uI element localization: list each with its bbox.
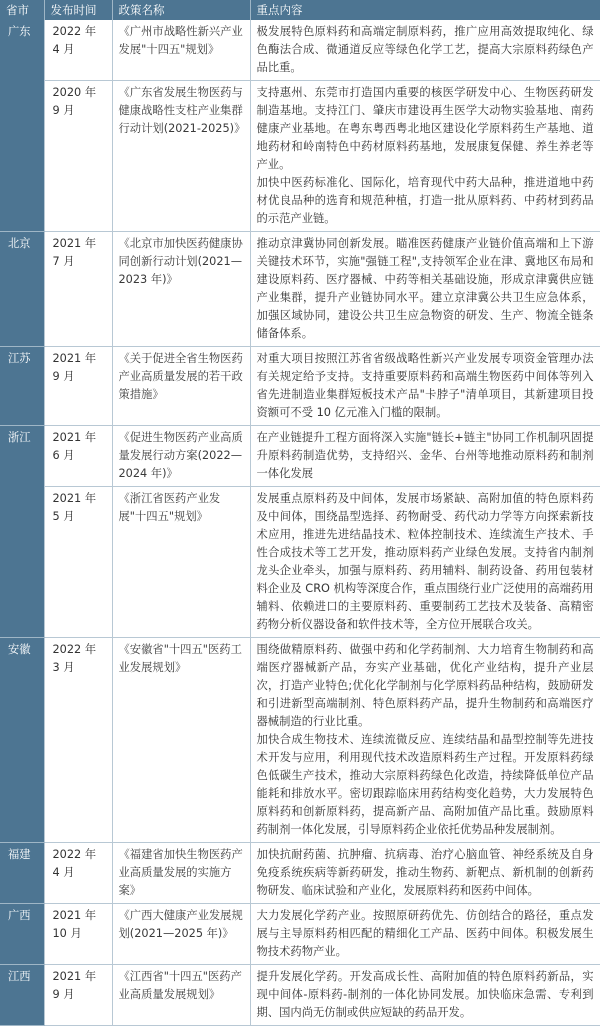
table-row <box>0 487 600 638</box>
province-cell: 江西 <box>0 965 44 1026</box>
content-cell <box>250 965 600 1026</box>
province-cell: 广东 <box>0 20 44 232</box>
policy-name-cell: 《促进生物医药产业高质量发展行动方案(2022—2024 年)》 <box>112 426 250 487</box>
date-cell: 2021 年 9 月 <box>44 965 112 1026</box>
content-cell <box>250 843 600 904</box>
content-paragraph: 发展重点原料药及中间体，发展市场紧缺、高附加值的特色原料药及中间体，围绕晶型选择、药物耐受、药代动力学等方向探索新技术应用，推进先进结晶技术、粒体控制技术、连续流生产技术、手性合成技术等工艺开发，推动原料药产业绿色发展。支持省内制剂龙头企业牵头，加强与原料药、药用辅料、制药设备、药用包装材料企业及 CRO 机构等深度合作，重点围绕行业广泛使用的高端药用辅料、依赖进口的主要原料药、重要制药工艺技术及装备、高精密药物分析仪器设备和软件技术等，全方位开展联合攻关。 <box>256 492 594 631</box>
content-cell <box>250 20 600 81</box>
table-row <box>0 904 600 965</box>
province-cell: 浙江 <box>0 426 44 638</box>
content-paragraph: 加快中医药标准化、国际化，培育现代中药大品种，推进道地中药材优良品种的选育和规范种植，打造一批从原料药、中药材到药品的示范产业链。 <box>256 176 594 225</box>
policy-name-cell: 《广州市战略性新兴产业发展"十四五"规划》 <box>112 20 250 81</box>
content-paragraph: 大力发展化学药产业。按照原研药优先、仿创结合的路径，重点发展与主导原料药相匹配的精细化工产品、医药中间体。积极发展生物技术药物产业。 <box>256 909 594 958</box>
date-cell: 2021 年 9 月 <box>44 347 112 426</box>
table-row <box>0 638 600 843</box>
header-date: 发布时间 <box>44 0 112 20</box>
table-row <box>0 81 600 232</box>
policy-name-cell: 《广东省发展生物医药与健康战略性支柱产业集群行动计划(2021-2025)》 <box>112 81 250 232</box>
date-cell: 2022 年 4 月 <box>44 20 112 81</box>
date-cell: 2020 年 9 月 <box>44 81 112 232</box>
content-cell <box>250 638 600 843</box>
content-paragraph: 加快合成生物技术、连续流微反应、连续结晶和晶型控制等先进技术开发与应用，利用现代技术改造原料药生产过程。开发原料药绿色低碳生产技术，推动大宗原料药绿色化改造，持续降低单位产品能耗和排放水平。密切跟踪临床用药结构变化趋势，大力发展特色原料药和创新原料药，提高新产品、高附加值产品比重。鼓励原料药制剂一体化发展，引导原料药企业依托优势品种发展制剂。 <box>256 733 594 836</box>
table-row <box>0 965 600 1026</box>
content-cell <box>250 426 600 487</box>
date-cell: 2022 年 4 月 <box>44 843 112 904</box>
province-cell: 江苏 <box>0 347 44 426</box>
content-paragraph: 提升发展化学药。开发高成长性、高附加值的特色原料药新品，实现中间体-原料药-制剂的一体化协同发展。加快临床急需、专利到期、国内尚无仿制或供应短缺的药品开发。 <box>256 970 594 1019</box>
header-province: 省市 <box>0 0 44 20</box>
policy-name-cell: 《北京市加快医药健康协同创新行动计划(2021—2023 年)》 <box>112 232 250 347</box>
policy-name-cell: 《浙江省医药产业发展"十四五"规划》 <box>112 487 250 638</box>
content-paragraph: 加快抗耐药菌、抗肿瘤、抗病毒、治疗心脑血管、神经系统及自身免疫系统疾病等新药研发，推动生物药、新靶点、新机制的创新药物研发、临床试验和产业化，发展原料药和医药中间体。 <box>256 848 594 897</box>
date-cell: 2022 年 3 月 <box>44 638 112 843</box>
province-cell: 广西 <box>0 904 44 965</box>
date-cell: 2021 年 6 月 <box>44 426 112 487</box>
content-cell <box>250 81 600 232</box>
content-paragraph: 推动京津冀协同创新发展。瞄准医药健康产业链价值高端和上下游关键技术环节，实施"强链工程",支持领军企业在津、冀地区布局和建设原料药、医疗器械、中药等相关基础设施，形成京津冀供应链产业集群，提升产业链协同水平。建立京津冀公共卫生应急体系，加强区域协同，建设公共卫生应急物资的研发、生产、物流全链条储备体系。 <box>256 237 594 340</box>
content-cell <box>250 347 600 426</box>
province-cell: 安徽 <box>0 638 44 843</box>
content-paragraph: 对重大项目按照江苏省省级战略性新兴产业发展专项资金管理办法有关规定给予支持。支持重要原料药和高端生物医药中间体等列入省先进制造业集群短板技术产品"卡脖子"清单项目，其新建项目投资额可不受 10 亿元准入门槛的限制。 <box>256 352 594 419</box>
header-policy: 政策名称 <box>112 0 250 20</box>
table-header-row <box>0 0 600 20</box>
table-row <box>0 426 600 487</box>
province-cell: 福建 <box>0 843 44 904</box>
policy-name-cell: 《江西省"十四五"医药产业高质量发展规划》 <box>112 965 250 1026</box>
table-row <box>0 843 600 904</box>
date-cell: 2021 年 7 月 <box>44 232 112 347</box>
policy-name-cell: 《广西大健康产业发展规划(2021—2025 年)》 <box>112 904 250 965</box>
header-content: 重点内容 <box>250 0 600 20</box>
date-cell: 2021 年 10 月 <box>44 904 112 965</box>
table-row <box>0 232 600 347</box>
policy-name-cell: 《福建省加快生物医药产业高质量发展的实施方案》 <box>112 843 250 904</box>
policy-name-cell: 《安徽省"十四五"医药工业发展规划》 <box>112 638 250 843</box>
content-cell <box>250 232 600 347</box>
policy-name-cell: 《关于促进全省生物医药产业高质量发展的若干政策措施》 <box>112 347 250 426</box>
province-cell: 北京 <box>0 232 44 347</box>
content-paragraph: 在产业链提升工程方面将深入实施"链长+链主"协同工作机制巩固提升原料药制造优势，支持绍兴、金华、台州等地推动原料药和制剂一体化发展 <box>256 431 594 480</box>
content-paragraph: 围绕做精原料药、做强中药和化学药制剂、大力培育生物制药和高端医疗器械新产品，夯实产业基础，优化产业结构，提升产业层次，打造产业特色;优化化学制剂与化学原料药品种结构，鼓励研发和引进新型高端制剂、特色原料药产品，提升生物制药和高端医疗器械制造的行业比重。 <box>256 643 594 728</box>
content-cell <box>250 904 600 965</box>
content-paragraph: 极发展特色原料药和高端定制原料药，推广应用高效提取纯化、绿色酶法合成、微通道反应等绿色化学工艺，提高大宗原料药绿色产品比重。 <box>256 25 594 74</box>
content-paragraph: 支持惠州、东莞市打造国内重要的核医学研发中心、生物医药研发制造基地。支持江门、肇庆市建设再生医学大动物实验基地、南药健康产业基地。在粤东粤西粤北地区建设化学原料药生产基地、道地药材和岭南特色中药材原料药基地，发展康复保健、养生养老等产业。 <box>256 86 594 171</box>
table-row <box>0 347 600 426</box>
date-cell: 2021 年 5 月 <box>44 487 112 638</box>
content-cell <box>250 487 600 638</box>
table-row <box>0 20 600 81</box>
